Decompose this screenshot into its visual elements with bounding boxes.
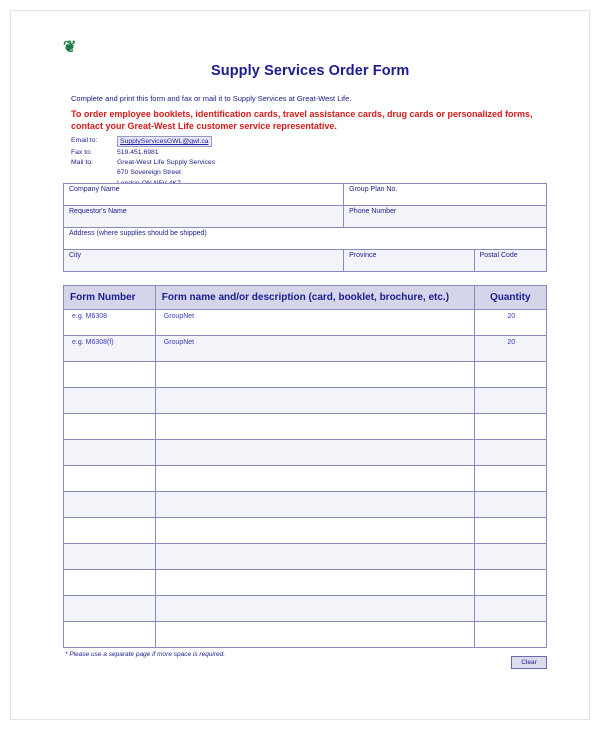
column-header-quantity: Quantity [474,286,546,310]
table-row [64,414,547,440]
cell-description[interactable] [155,492,474,518]
cell-description[interactable] [155,414,474,440]
fax-value: 519.451.6981 [117,149,159,156]
notice-text: To order employee booklets, identification cards, travel assistance cards, drug cards or personalized forms, contact your Great-West Life customer service representative. [71,109,533,131]
cell-quantity[interactable] [474,440,546,466]
cell-quantity[interactable] [474,596,546,622]
column-header-description: Form name and/or description (card, booklet, brochure, etc.) [155,286,474,310]
cell-description[interactable] [155,570,474,596]
mail-line-2: 670 Sovereign Street [117,169,181,177]
table-row [64,440,547,466]
great-west-life-logo [63,39,159,65]
form-sheet [10,10,590,720]
requestors-name-field[interactable]: Requestor's Name [64,206,344,228]
table-row [64,310,547,336]
province-field[interactable]: Province [344,250,474,272]
table-row [64,336,547,362]
cell-form-number[interactable] [64,596,156,622]
table-row [64,492,547,518]
items-table [63,285,547,648]
email-link[interactable]: SupplyServicesGWL@gwl.ca [117,136,212,147]
cell-description[interactable] [155,622,474,648]
cell-form-number[interactable] [64,570,156,596]
column-header-form-number: Form Number [64,286,156,310]
table-row [64,184,547,206]
table-row [64,518,547,544]
cell-quantity[interactable] [474,570,546,596]
mail-label-spacer [71,168,117,178]
city-field[interactable]: City [64,250,344,272]
address-field[interactable]: Address (where supplies should be shipped) [64,228,547,250]
mail-line-1: Great-West Life Supply Services [117,159,216,167]
email-label: Email to: [71,137,98,144]
cell-quantity[interactable]: 20 [474,336,546,362]
table-row [64,622,547,648]
phone-number-field[interactable]: Phone Number [344,206,547,228]
cell-quantity[interactable] [474,518,546,544]
cell-quantity[interactable] [474,466,546,492]
cell-form-number[interactable] [64,466,156,492]
cell-form-number[interactable] [64,388,156,414]
clear-button[interactable]: Clear [511,656,547,669]
cell-form-number[interactable] [64,544,156,570]
cell-form-number[interactable]: e.g. M6308(f) [64,336,156,362]
cell-description[interactable] [155,388,474,414]
cell-description[interactable] [155,440,474,466]
address-block-table [63,183,547,272]
table-row [64,466,547,492]
cell-description[interactable]: GroupNet [155,336,474,362]
fax-label: Fax to: [71,149,92,156]
table-row [64,362,547,388]
table-row [64,228,547,250]
items-table-header-row [64,286,547,310]
logo-mark-icon: ❦ [63,39,77,56]
cell-form-number[interactable] [64,362,156,388]
cell-form-number[interactable] [64,492,156,518]
table-row [64,596,547,622]
cell-description[interactable] [155,518,474,544]
cell-form-number[interactable] [64,440,156,466]
footnote-text: * Please use a separate page if more space is required. [65,651,226,658]
cell-description[interactable] [155,544,474,570]
cell-form-number[interactable]: e.g. M6308 [64,310,156,336]
cell-quantity[interactable]: 20 [474,310,546,336]
cell-quantity[interactable] [474,544,546,570]
page-title: Supply Services Order Form [211,63,410,79]
cell-form-number[interactable] [64,622,156,648]
cell-quantity[interactable] [474,414,546,440]
table-row [64,250,547,272]
cell-quantity[interactable] [474,362,546,388]
table-row [64,544,547,570]
cell-quantity[interactable] [474,388,546,414]
cell-description[interactable] [155,466,474,492]
cell-description[interactable] [155,596,474,622]
mail-label: Mail to: [71,159,93,167]
cell-description[interactable]: GroupNet [155,310,474,336]
cell-quantity[interactable] [474,622,546,648]
company-name-field[interactable]: Company Name [64,184,344,206]
cell-description[interactable] [155,362,474,388]
contact-block [71,136,215,189]
table-row [64,388,547,414]
group-plan-no-field[interactable]: Group Plan No. [344,184,547,206]
instruction-text: Complete and print this form and fax or mail it to Supply Services at Great-West Life. [71,94,352,103]
cell-quantity[interactable] [474,492,546,518]
cell-form-number[interactable] [64,414,156,440]
postal-code-field[interactable]: Postal Code [474,250,546,272]
table-row [64,206,547,228]
table-row [64,570,547,596]
cell-form-number[interactable] [64,518,156,544]
